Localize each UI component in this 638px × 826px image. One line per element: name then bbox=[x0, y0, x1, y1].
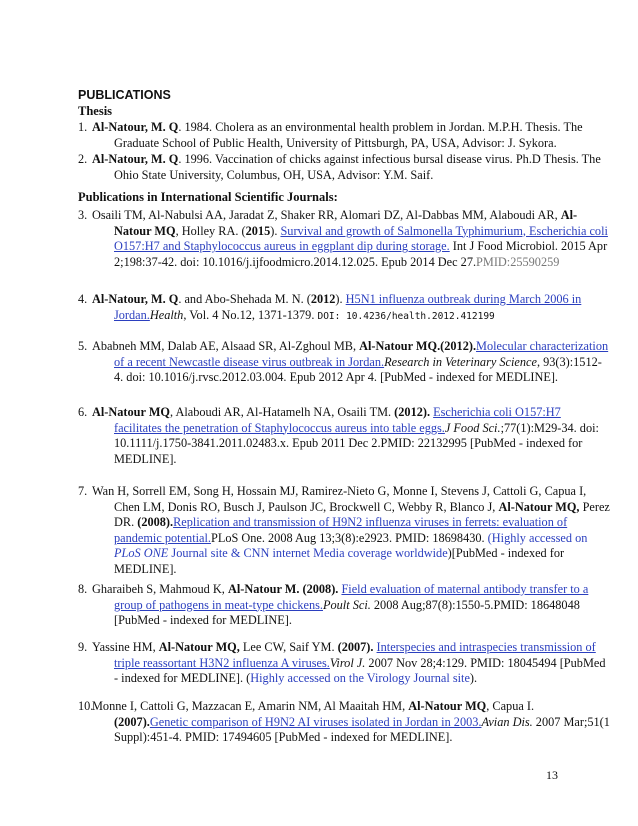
publication-entry-2 bbox=[78, 152, 610, 183]
entry-details: . 1996. Vaccination of chicks against infectious bursal disease virus. Ph.D Thesis. The Ohio State University, Columbus, OH, USA, Advisor: Y.M. Saif. bbox=[114, 152, 601, 182]
entry-authors: Al-Natour M. (2008). bbox=[227, 582, 339, 596]
publication-entry-6 bbox=[78, 405, 610, 467]
entry-details: , Vol. 4 No.12, 1371-1379. bbox=[183, 307, 318, 322]
entry-number: 5. bbox=[78, 339, 88, 353]
access-note: Highly accessed on the Virology Journal site bbox=[250, 671, 470, 686]
journal-name: J Food Sci. bbox=[444, 420, 501, 435]
entry-year: 2015 bbox=[245, 223, 271, 238]
entry-details: PLoS One. 2008 Aug 13;3(8):e2923. PMID: 18698430. bbox=[210, 530, 488, 545]
entry-authors: Al-Natour MQ, bbox=[158, 640, 240, 654]
note-text: (Highly accessed on bbox=[487, 530, 588, 545]
entry-number: 1. bbox=[78, 120, 88, 134]
article-title-link[interactable]: Replication and transmission of H9N2 influenza viruses in ferrets: evaluation of pandemic potential. bbox=[114, 515, 568, 545]
entry-authors: Al-Natour, M. Q bbox=[92, 292, 179, 306]
publication-entry-10 bbox=[78, 699, 610, 746]
entry-text: ). bbox=[335, 292, 346, 306]
pmid-text: PMID:25590259 bbox=[476, 254, 560, 269]
entry-coauthors: Monne I, Cattoli G, Mazzacan E, Amarin NM, Al Maaitah HM, bbox=[92, 699, 409, 713]
entry-number: 10. bbox=[78, 699, 94, 713]
entry-details: . 1984. Cholera as an environmental health problem in Jordan. M.P.H. Thesis. The Graduate School of Public Health, University of Pittsburgh, PA, USA, Advisor: J. Sykora. bbox=[114, 120, 583, 150]
entry-authors: Al-Natour, M. Q bbox=[92, 152, 179, 166]
entry-coauthors: Ababneh MM, Dalab AE, Alsaad SR, Al-Zghoul MB, bbox=[92, 339, 360, 353]
entry-number: 6. bbox=[78, 405, 88, 419]
doi-text: DOI: 10.4236/health.2012.412199 bbox=[317, 310, 495, 322]
article-title-link[interactable]: Genetic comparison of H9N2 AI viruses isolated in Jordan in 2003. bbox=[149, 714, 482, 729]
journal-name: Avian Dis. bbox=[481, 714, 533, 729]
entry-details: Int J Food Microbiol. 2015 Apr 2;198:37-42. doi: 10.1016/j.ijfoodmicro.2014.12.025. Epub 2014 Dec 27. bbox=[114, 239, 608, 269]
entry-details: 2008 Aug;87(8):1550-5.PMID: 18648048 [PubMed - indexed for MEDLINE]. bbox=[114, 597, 580, 628]
publication-entry-9 bbox=[78, 640, 610, 687]
journal-name: Health bbox=[149, 307, 184, 322]
article-title-link[interactable]: H5N1 influenza outbreak during March 2006 in Jordan. bbox=[114, 292, 582, 322]
entry-authors: Al-Natour MQ, bbox=[498, 499, 580, 514]
entry-number: 2. bbox=[78, 152, 88, 166]
publication-entry-4 bbox=[78, 292, 610, 324]
publication-entry-8 bbox=[78, 582, 610, 629]
thesis-heading: Thesis bbox=[78, 104, 113, 118]
entry-text: , Capua I. bbox=[486, 699, 535, 713]
entry-year: (2007). bbox=[114, 714, 150, 729]
entry-number: 3. bbox=[78, 208, 88, 222]
entry-year: 2012 bbox=[310, 292, 336, 306]
entry-authors: Al-Natour MQ bbox=[114, 208, 578, 238]
article-title-link[interactable]: Interspecies and intraspecies transmission of triple reassortant H3N2 influenza A viruses. bbox=[114, 640, 596, 670]
entry-coauthors: Wan H, Sorrell EM, Song H, Hossain MJ, Ramirez-Nieto G, Monne I, Stevens J, Cattoli G, Capua I, Chen LM, Donis RO, Busch J, Paulson JC, Brockwell C, Webby R, Blanco J, bbox=[92, 484, 587, 514]
entry-details: )[PubMed - indexed for MEDLINE]. bbox=[114, 546, 565, 576]
entry-coauthors: Gharaibeh S, Mahmoud K, bbox=[92, 582, 228, 596]
entry-text: Perez DR. bbox=[114, 499, 610, 530]
entry-text: , Alaboudi AR, Al-Hatamelh NA, Osaili TM. bbox=[169, 405, 395, 419]
entry-coauthors: Osaili TM, Al-Nabulsi AA, Jaradat Z, Shaker RR, Alomari DZ, Al-Dabbas MM, Alaboudi AR, bbox=[92, 208, 561, 222]
entry-number: 9. bbox=[78, 640, 88, 654]
note-journal: PLoS ONE bbox=[114, 546, 169, 561]
publication-entry-3 bbox=[78, 208, 610, 270]
entry-details: , 93(3):1512-4. doi: 10.1016/j.rvsc.2012.03.004. Epub 2012 Apr 4. [PubMed - indexed for MEDLINE]. bbox=[114, 354, 602, 385]
publications-heading: PUBLICATIONS bbox=[78, 88, 171, 102]
entry-authors: Al-Natour MQ.(2012). bbox=[359, 339, 477, 353]
entry-text: ). bbox=[270, 223, 281, 238]
entry-text: , Holley RA. ( bbox=[175, 223, 246, 238]
publication-entry-7 bbox=[78, 484, 610, 578]
journal-name: Research in Veterinary Science bbox=[384, 354, 537, 369]
entry-year: (2007). bbox=[337, 640, 374, 654]
article-title-link[interactable]: Escherichia coli O157:H7 facilitates the penetration of Staphylococcus aureus into table eggs. bbox=[114, 405, 561, 435]
entry-details: ). bbox=[469, 671, 478, 686]
entry-details: ;77(1):M29-34. doi: 10.1111/j.1750-3841.2011.02483.x. Epub 2011 Dec 2.PMID: 22132995 [PubMed - indexed for MEDLINE]. bbox=[114, 420, 599, 466]
entry-coauthors: Yassine HM, bbox=[92, 640, 159, 654]
entry-details: 2007 Mar;51(1 Suppl):451-4. PMID: 17494605 [PubMed - indexed for MEDLINE]. bbox=[114, 714, 610, 745]
note-text: Journal site & CNN internet Media coverage worldwide bbox=[168, 546, 448, 561]
entry-authors: Al-Natour MQ bbox=[92, 405, 170, 419]
journals-heading: Publications in International Scientific Journals: bbox=[78, 190, 338, 204]
article-title-link[interactable]: Field evaluation of maternal antibody transfer to a group of pathogens in meat-type chickens. bbox=[114, 582, 589, 612]
journal-name: Virol J. bbox=[329, 655, 366, 670]
publication-entry-1 bbox=[78, 120, 610, 151]
article-title-link[interactable]: Survival and growth of Salmonella Typhimurium, Escherichia coli O157:H7 and Staphylococcus aureus in eggplant dip during storage. bbox=[114, 223, 608, 254]
page-number: 13 bbox=[546, 768, 558, 782]
entry-authors: Al-Natour, M. Q bbox=[92, 120, 179, 134]
publication-entry-5 bbox=[78, 339, 610, 386]
entry-number: 8. bbox=[78, 582, 88, 596]
entry-text: . and Abo-Shehada M. N. ( bbox=[178, 292, 311, 306]
entry-number: 4. bbox=[78, 292, 88, 306]
entry-details: 2007 Nov 28;4:129. PMID: 18045494 [PubMed - indexed for MEDLINE]. ( bbox=[114, 655, 606, 686]
article-title-link[interactable]: Molecular characterization of a recent Newcastle disease virus outbreak in Jordan. bbox=[114, 339, 609, 369]
journal-name: Poult Sci. bbox=[323, 597, 371, 612]
entry-authors: Al-Natour MQ bbox=[408, 699, 487, 713]
entry-year: (2008). bbox=[137, 515, 174, 530]
entry-number: 7. bbox=[78, 484, 88, 498]
entry-text: Lee CW, Saif YM. bbox=[239, 640, 338, 654]
entry-year: (2012). bbox=[394, 405, 431, 419]
